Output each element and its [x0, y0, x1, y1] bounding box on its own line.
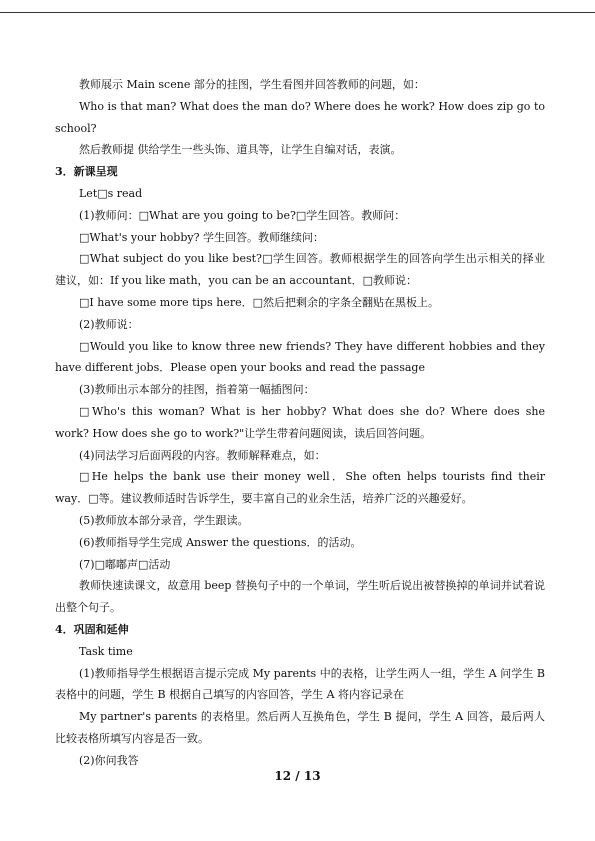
paragraph: (3)教师出示本部分的挂图，指着第一幅插图问：	[79, 383, 315, 397]
paragraph: Task time	[79, 644, 133, 658]
paragraph: (1)教师问：□What are you going to be?□学生回答。教师问：	[79, 208, 406, 222]
paragraph: (1)教师指导学生根据语言提示完成 My parents 中的表格，让学生两人一组，学生 A 问学生 B 表格中的问题，学生 B 根据自己填写的内容回答，学生 A 将内容记录在	[55, 666, 545, 702]
page-content	[55, 74, 545, 772]
paragraph: 教师展示 Main scene 部分的挂图，学生看图并回答教师的问题，如：	[79, 78, 425, 91]
paragraph: Who is that man? What does the man do? Where does he work? How does zip go to school?	[55, 99, 545, 135]
page-number: 12 / 13	[274, 769, 321, 783]
header-rule	[0, 12, 595, 13]
section-heading: 4．巩固和延伸	[55, 622, 129, 636]
paragraph: (2)你问我答	[79, 753, 139, 767]
paragraph: □I have some more tips here．□然后把剩余的字条全翻贴在黑板上。	[79, 295, 439, 309]
paragraph: (7)□嘟嘟声□活动	[79, 557, 171, 571]
paragraph: (6)教师指导学生完成 Answer the questions．的活动。	[79, 535, 362, 549]
paragraph: (4)同法学习后面两段的内容。教师解释难点，如：	[79, 448, 326, 462]
section-heading: 3．新课呈现	[55, 165, 118, 179]
paragraph: □Who's this woman? What is her hobby? What does she do? Where does she work? How does she go to work?"让学生带着问题阅读，读后回答问题。	[55, 404, 545, 440]
paragraph: □Would you like to know three new friends? They have different hobbies and they have different jobs．Please open your books and read the passage	[55, 339, 545, 375]
paragraph: 教师快速读课文，故意用 beep 替换句子中的一个单词，学生听后说出被替换掉的单词并试着说出整个句子。	[55, 579, 545, 615]
paragraph: □What's your hobby? 学生回答。教师继续问：	[79, 230, 325, 244]
paragraph: Let□s read	[79, 186, 143, 200]
paragraph: My partner's parents 的表格里。然后两人互换角色，学生 B 提问，学生 A 回答，最后两人比较表格所填写内容是否一致。	[55, 710, 545, 745]
paragraph: 然后教师提 供给学生一些头饰、道具等，让学生自编对话，表演。	[79, 143, 402, 157]
paragraph: □He helps the bank use their money well．She often helps tourists find their way．□等。建议教师适时告诉学生，要丰富自己的业余生活，培养广泛的兴趣爱好。	[55, 470, 545, 506]
paragraph: (5)教师放本部分录音，学生跟读。	[79, 513, 249, 527]
paragraph: □What subject do you like best?□学生回答。教师根据学生的回答向学生出示相关的择业建议，如：If you like math，you can be an accountant．□教师说：	[55, 252, 545, 288]
paragraph: (2)教师说：	[79, 317, 139, 331]
